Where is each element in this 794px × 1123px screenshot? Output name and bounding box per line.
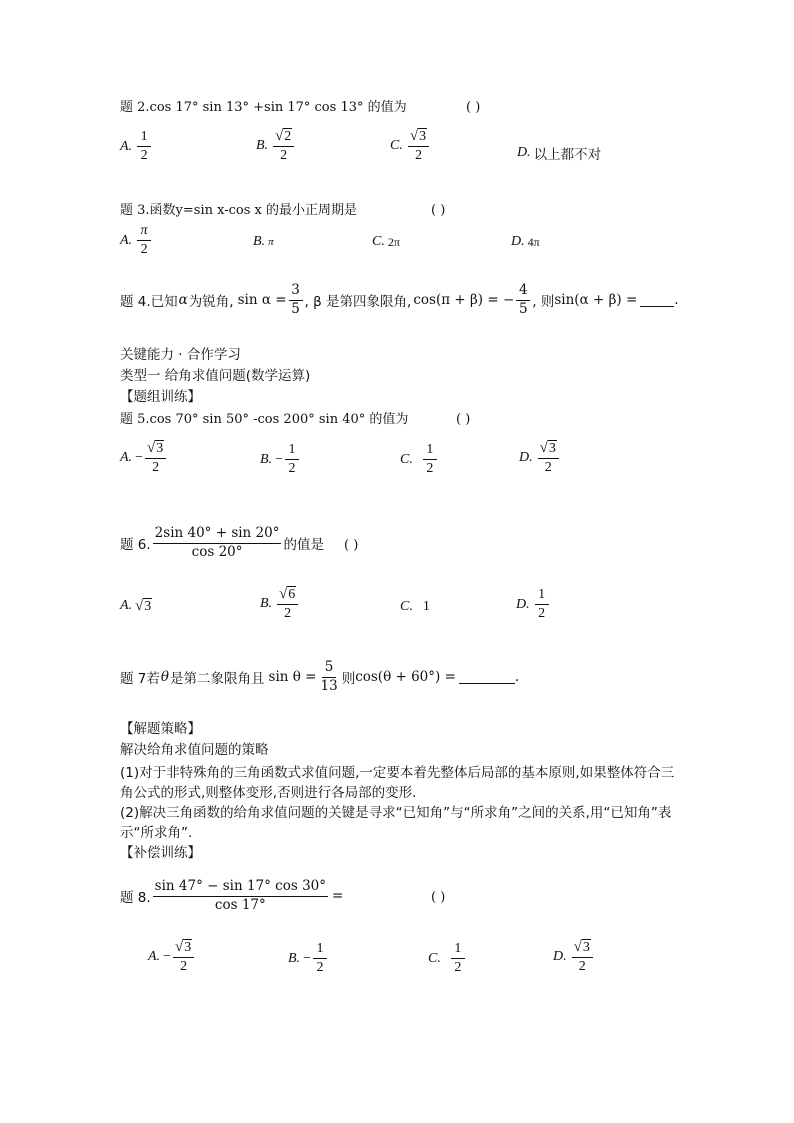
fraction: $\frac{\pi}{2}$	[137, 224, 151, 257]
q6-line: 题 6. $\frac{2\sin 40^\circ + \sin 20^\circ}{\cos 20^\circ}$ 的值是	[120, 525, 324, 560]
q6-option-c[interactable]: C. 1	[400, 599, 430, 614]
q5-option-b[interactable]: B. − $\frac{1}{2}$	[260, 443, 301, 476]
q5-option-c[interactable]	[400, 443, 439, 476]
q2-option-c[interactable]	[390, 128, 431, 163]
fraction: √ 3 2	[408, 128, 429, 163]
q5-answer-paren: ( )	[456, 412, 471, 427]
strategy-point-1: (1)对于非特殊角的三角函数式求值问题,一定要本着先整体后局部的基本原则,如果整体符合三角公式的形式,则整体变形,否则进行各局部的变形.	[120, 765, 675, 801]
sqrt-symbol: √ 3	[146, 440, 164, 457]
fraction: √ 3 2	[173, 939, 194, 974]
strategy-subheading: 解决给角求值问题的策略	[120, 742, 269, 758]
option-label: B.	[256, 137, 269, 153]
q2-option-a[interactable]	[120, 130, 153, 163]
drill-heading: 【题组训练】	[120, 389, 201, 405]
sqrt-symbol: √ 3	[573, 939, 590, 956]
q8-option-c[interactable]	[428, 942, 467, 975]
option-label: B.	[288, 950, 301, 966]
fraction: $\frac{4}{5}$	[516, 284, 530, 316]
q3-option-d[interactable]: D. 4π	[511, 234, 540, 249]
fraction: √ 6 2	[277, 586, 298, 621]
q8-option-a[interactable]: A. − √ 3 2	[148, 939, 196, 974]
q8-option-d[interactable]	[553, 939, 595, 974]
option-label: D.	[553, 948, 567, 964]
option-label: D.	[519, 449, 533, 465]
q5-option-d[interactable]	[519, 440, 561, 475]
q6-option-b[interactable]	[260, 586, 300, 621]
sqrt-symbol: √ 6	[279, 586, 296, 603]
q8-line: 题 8. $\frac{\sin 47^\circ - \sin 17^\circ \cos 30^\circ}{\cos 17^\circ}$ =	[120, 878, 344, 913]
option-label: A.	[120, 232, 133, 248]
q3-answer-paren: ( )	[431, 203, 446, 218]
fraction: $\frac{3}{5}$	[289, 284, 303, 316]
q6-option-d[interactable]	[516, 588, 551, 621]
type-heading: 类型一 给角求值问题(数学运算)	[120, 368, 311, 384]
option-label: D.	[516, 596, 530, 612]
q3-option-b[interactable]: B. π	[253, 234, 274, 249]
option-label: D.	[511, 234, 525, 249]
fraction: √ 3 2	[145, 440, 166, 475]
option-label: C.	[400, 599, 413, 614]
q7-line: 题 7若 θ 是第二象限角且 sin θ = $\frac{5}{13}$ 则 cos(θ + 60°) = .	[120, 659, 520, 694]
sqrt-symbol: √ 2	[275, 128, 292, 145]
sqrt-symbol: √ 3	[409, 128, 427, 145]
q8-answer-paren: ( )	[431, 890, 446, 905]
q4-answer-blank[interactable]	[640, 294, 674, 307]
fraction: $\frac{1}{2}$	[451, 942, 465, 975]
q5-option-a[interactable]: A. − √ 3 2	[120, 440, 168, 475]
q3-option-a[interactable]	[120, 224, 153, 257]
fraction: $\frac{\sin 47^\circ - \sin 17^\circ \cos 30^\circ}{\cos 17^\circ}$	[154, 878, 327, 913]
q2-option-d[interactable]: D. 以上都不对	[517, 145, 602, 163]
strategy-point-2: (2)解决三角函数的给角求值问题的关键是寻求“已知角”与“所求角”之间的关系,用“已知角”表示“所求角”.	[120, 805, 672, 841]
q6-option-a[interactable]	[120, 598, 152, 614]
sqrt-symbol: √ 3	[135, 598, 152, 615]
fraction: $\frac{5}{13}$	[320, 659, 338, 694]
option-label: A.	[120, 449, 133, 465]
fraction: $\frac{2\sin 40^\circ + \sin 20^\circ}{\cos 20^\circ}$	[154, 525, 280, 560]
option-label: B.	[260, 595, 273, 611]
q8-option-b[interactable]: B. − $\frac{1}{2}$	[288, 942, 329, 975]
option-label: A.	[120, 598, 133, 614]
q6-answer-paren: ( )	[344, 538, 359, 553]
option-label: C.	[400, 451, 413, 467]
q7-answer-blank[interactable]	[459, 671, 515, 684]
sqrt-symbol: √ 3	[174, 939, 192, 956]
fraction: $\frac{1}{2}$	[423, 443, 437, 476]
q3-stem: 题 3.函数y=sin x-cos x 的最小正周期是	[120, 203, 357, 218]
fraction: $\frac{1}{2}$	[285, 443, 299, 476]
option-label: C.	[390, 137, 403, 153]
q2-option-b[interactable]	[256, 128, 296, 163]
sqrt-symbol: √ 3	[539, 440, 556, 457]
fraction: $\frac{1}{2}$	[313, 942, 327, 975]
q5-stem: 题 5.cos 70° sin 50° -cos 200° sin 40° 的值为	[120, 412, 409, 427]
q2-stem: 题 2.cos 17° sin 13° +sin 17° cos 13° 的值为	[120, 100, 407, 115]
fraction: √ 3 2	[572, 939, 593, 974]
fraction: √ 2 2	[273, 128, 294, 163]
option-label: B.	[260, 451, 273, 467]
fraction: $\frac{1}{2}$	[535, 588, 549, 621]
q4-line: 题 4.已知 α 为锐角, sin α = $\frac{3}{5}$ , β 是第四象限角, cos(π + β) = − $\frac{4}{5}$ , 则 sin(α + β) = .	[120, 282, 679, 317]
q3-option-c[interactable]: C. 2π	[372, 234, 400, 249]
option-label: D.	[517, 145, 531, 160]
q2-answer-paren: ( )	[466, 100, 481, 115]
option-label: A.	[120, 138, 133, 154]
option-label: C.	[428, 950, 441, 966]
option-label: A.	[148, 948, 161, 964]
compensation-heading: 【补偿训练】	[120, 845, 201, 861]
fraction: $\frac{1}{2}$	[137, 130, 151, 163]
option-label: B.	[253, 234, 266, 249]
fraction: √ 3 2	[538, 440, 559, 475]
option-label: C.	[372, 234, 385, 249]
strategy-heading: 【解题策略】	[120, 721, 201, 737]
section-heading: 关键能力 · 合作学习	[120, 347, 241, 363]
